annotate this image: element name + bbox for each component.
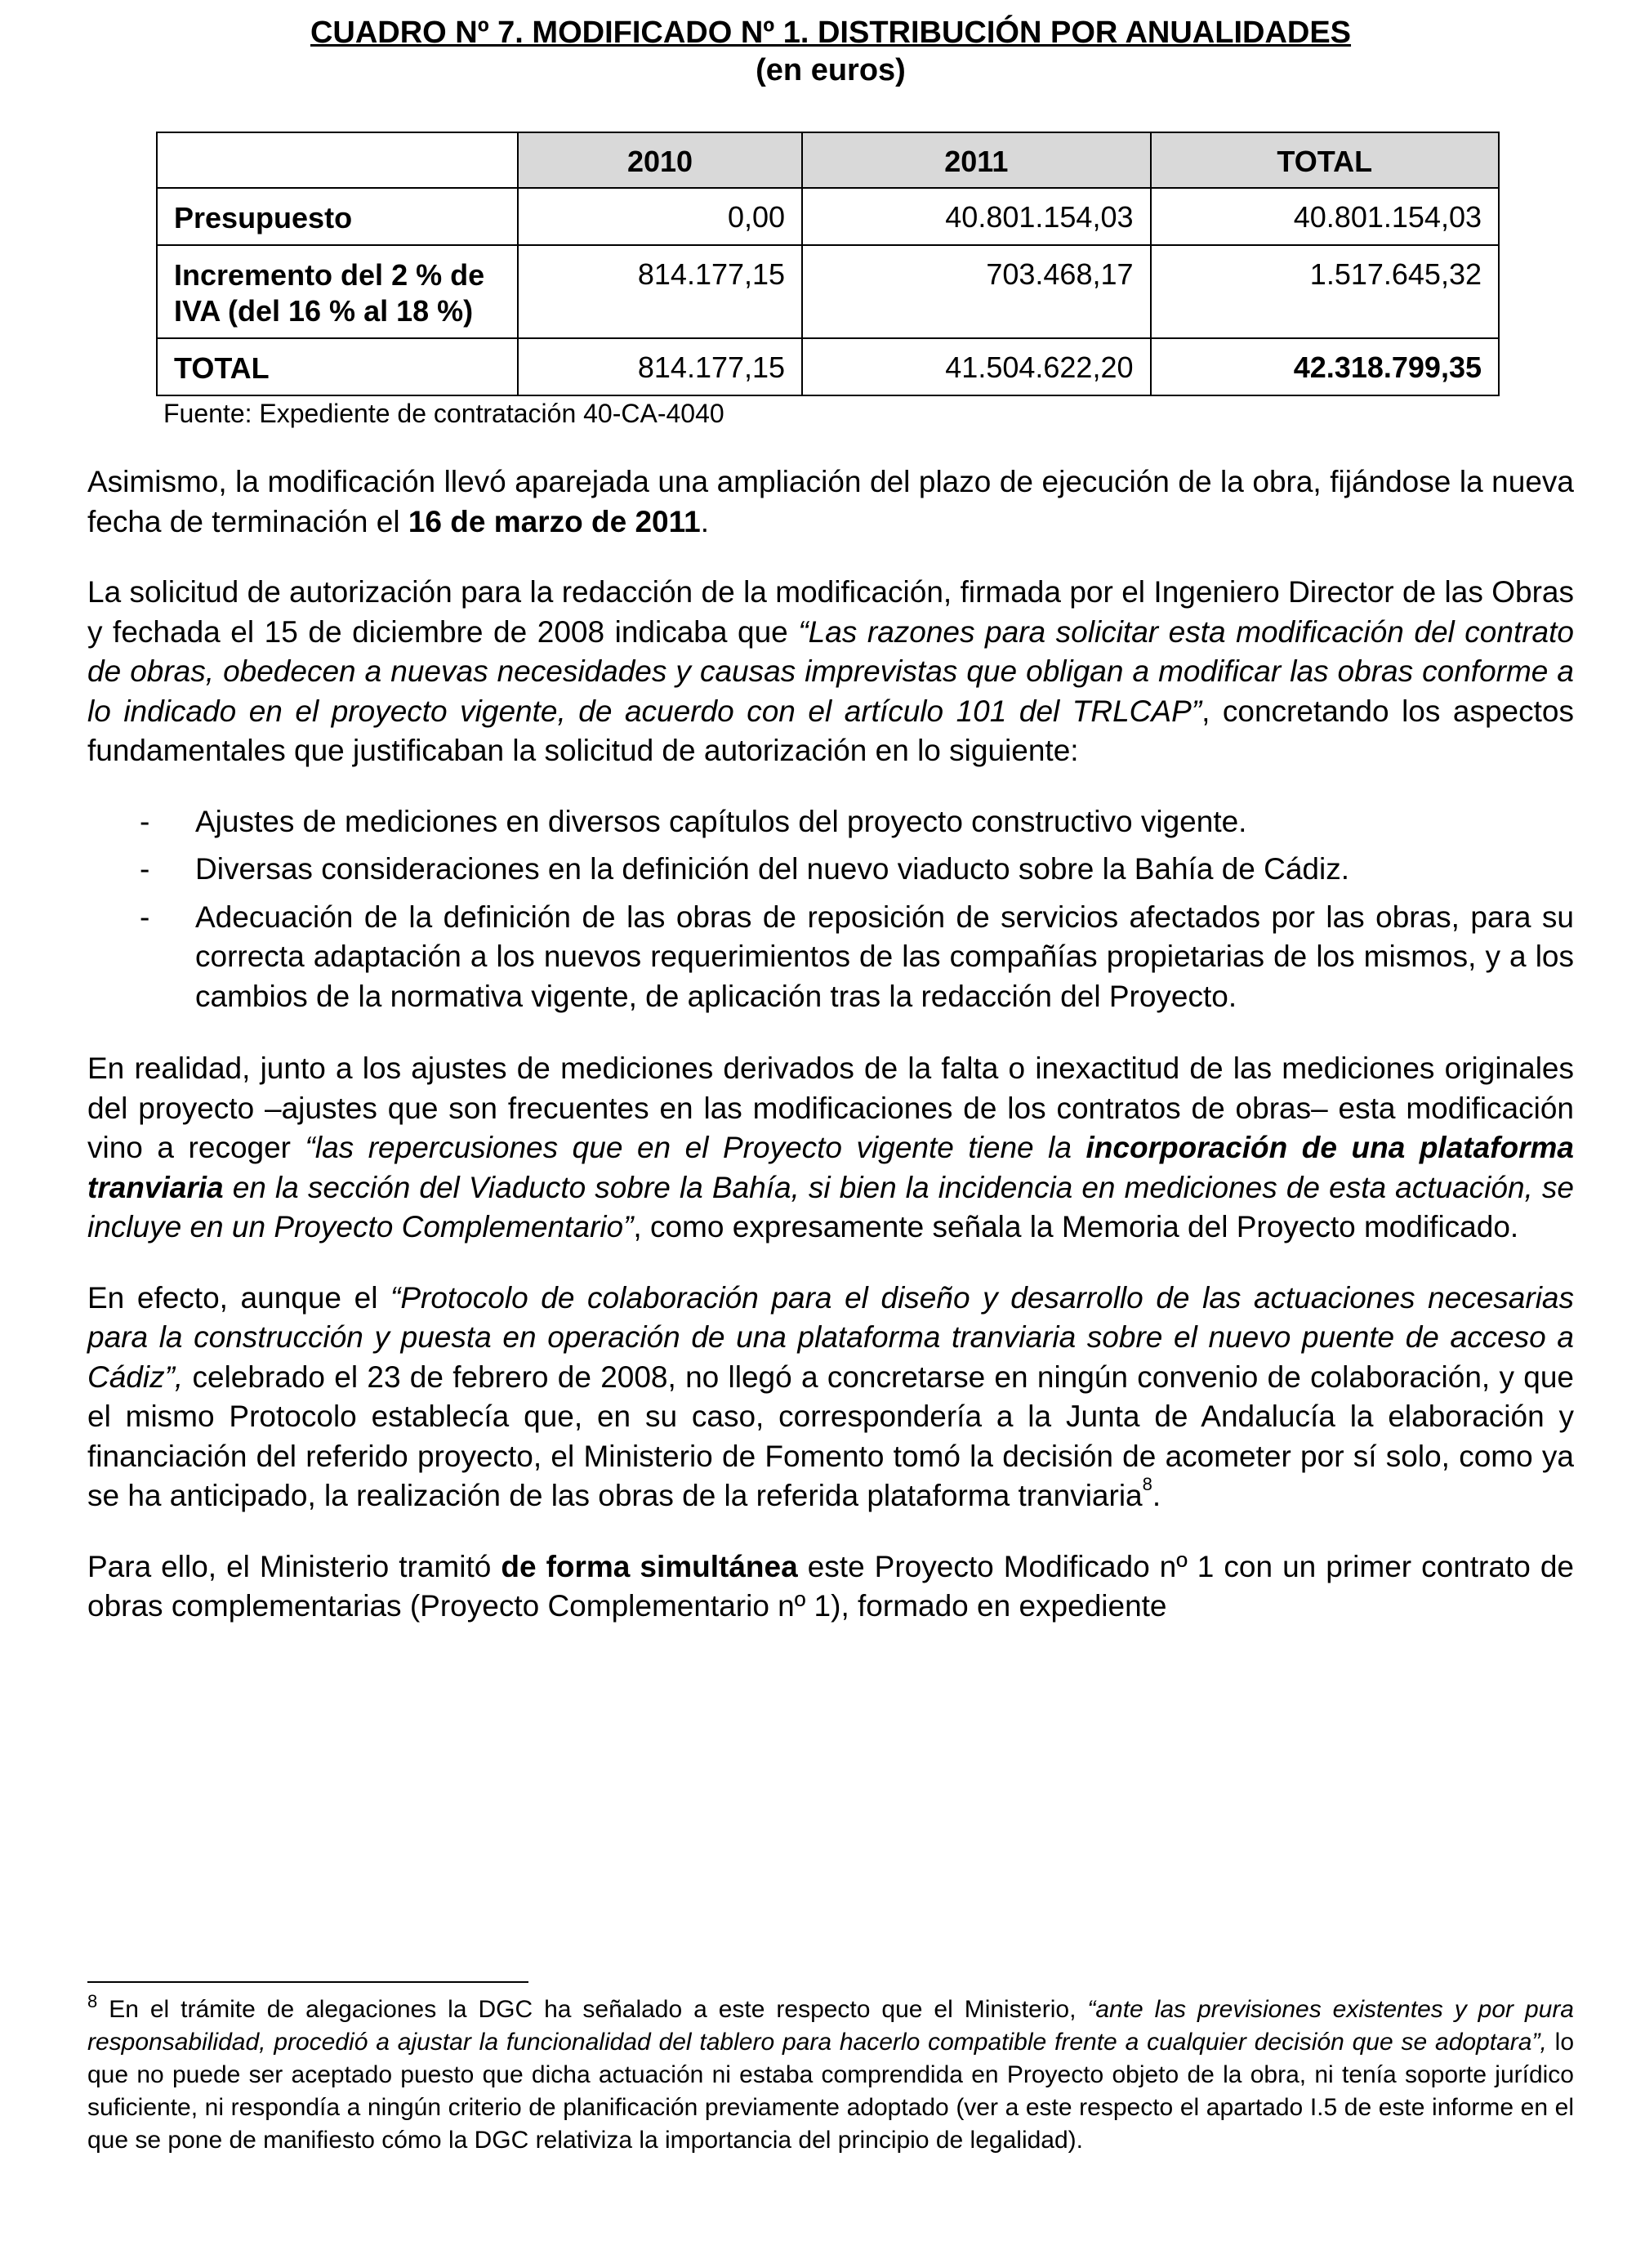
- quoted-text: “las repercusiones que en el Proyecto vigente tiene la: [305, 1131, 1086, 1164]
- text-run: , concretando los aspectos fundamentales que justificaban la solicitud de autorización en lo siguiente:: [87, 694, 1574, 767]
- list-item-text: Ajustes de mediciones en diversos capítulos del proyecto constructivo vigente.: [195, 804, 1247, 838]
- text-run: Para ello, el Ministerio tramitó: [87, 1549, 502, 1583]
- quoted-text: “Las razones para solicitar esta modificación del contrato de obras, obedecen a nuevas necesidades y causas imprevistas que obligan a modificar las obras conforme a lo indicado en el proyecto vigente, de acuerdo con el artículo 101 del TRLCAP”: [87, 614, 1574, 728]
- footnote-text: [87, 1993, 1574, 2157]
- document-page: [87, 0, 1575, 2154]
- header-2010: 2010: [518, 132, 802, 188]
- bold-quoted-text: incorporación de una plataforma tranviaria: [87, 1131, 1574, 1204]
- table-row: [157, 338, 1499, 395]
- caption-title: CUADRO Nº 7. MODIFICADO Nº 1. DISTRIBUCIÓN POR ANUALIDADES: [310, 16, 1352, 50]
- text-run: , como expresamente señala la Memoria del Proyecto modificado.: [633, 1210, 1519, 1243]
- body-text: [87, 462, 1574, 1627]
- quoted-text: “ante las previsiones existentes y por pura responsabilidad, procedió a ajustar la funcionalidad del tablero para hacerlo compatible frente a cualquier decisión que se adoptara”,: [87, 1996, 1574, 2056]
- list-item-text: Adecuación de la definición de las obras de reposición de servicios afectados por las obras, para su correcta adaptación a los nuevos requerimientos de las compañías propietarias de los mismos, y a los cambios de la normativa vigente, de aplicación tras la redacción del Proyecto.: [195, 900, 1574, 1013]
- row-label: [157, 245, 518, 338]
- dash-marker: -: [140, 852, 150, 886]
- header-blank-cell: [157, 132, 518, 188]
- footnote: [87, 1993, 1574, 2157]
- quoted-text: en la sección del Viaducto sobre la Bahía, si bien la incidencia en mediciones de esta actuación, se incluye en un Proyecto Complementario”: [87, 1170, 1574, 1243]
- table-caption: [87, 14, 1574, 89]
- list-item: [87, 802, 1574, 842]
- text-run: lo que no puede ser aceptado puesto que dicha actuación ni estaba comprendida en Proyecto objeto de la obra, ni tenía soporte jurídico suficiente, ni respondía a ningún criterio de planificación previamente adoptado (ver a este respecto el apartado I.5 de este informe en el que se pone de manifiesto cómo la DGC relativiza la importancia del principio de legalidad).: [87, 2029, 1575, 2154]
- paragraph: [87, 462, 1574, 542]
- paragraph: [87, 1279, 1574, 1516]
- table-header-row: [157, 132, 1499, 188]
- budget-table: [156, 132, 1500, 396]
- footnote-separator: [87, 1981, 528, 1983]
- header-total: TOTAL: [1151, 132, 1499, 188]
- table-row: [157, 245, 1499, 338]
- row-label: Presupuesto: [157, 188, 518, 245]
- cell-2010: 0,00: [518, 188, 802, 245]
- text-run: La solicitud de autorización para la redacción de la modificación, firmada por el Ingeniero Director de las Obras y fechada el 15 de diciembre de 2008 indicaba que: [87, 575, 1574, 649]
- paragraph: [87, 1547, 1574, 1627]
- text-run: Asimismo, la modificación llevó aparejada una ampliación del plazo de ejecución de la obra, fijándose la nueva fecha de terminación el: [87, 465, 1574, 538]
- cell-2010: 814.177,15: [518, 245, 802, 338]
- table-row: [157, 188, 1499, 245]
- paragraph: [87, 573, 1574, 771]
- row-label-line2: IVA (del 16 % al 18 %): [174, 294, 474, 328]
- footnote-number: 8: [87, 1991, 98, 2011]
- cell-total: 42.318.799,35: [1151, 338, 1499, 395]
- bold-date: 16 de marzo de 2011: [408, 504, 701, 538]
- cell-total: 1.517.645,32: [1151, 245, 1499, 338]
- text-run: celebrado el 23 de febrero de 2008, no llegó a concretarse en ningún convenio de colaboración, y que el mismo Protocolo establecía que, en su caso, correspondería a la Junta de Andalucía la elaboración y financiación del referido proyecto, el Ministerio de Fomento tomó la decisión de acometer por sí solo, como ya se ha anticipado, la realización de las obras de la referida plataforma tranviaria: [87, 1359, 1574, 1512]
- caption-units: (en euros): [756, 53, 906, 87]
- text-run: En el trámite de alegaciones la DGC ha señalado a este respecto que el Ministerio,: [97, 1996, 1088, 2023]
- dash-marker: -: [140, 900, 150, 934]
- row-label: TOTAL: [157, 338, 518, 395]
- text-run: .: [700, 504, 710, 538]
- header-2011: 2011: [802, 132, 1150, 188]
- paragraph: [87, 1049, 1574, 1248]
- table-source: Fuente: Expediente de contratación 40-CA-4040: [163, 399, 724, 428]
- bold-text: de forma simultánea: [501, 1549, 798, 1583]
- text-run: este Proyecto Modificado nº 1 con un primer contrato de obras complementarias (Proyecto Complementario nº 1), formado en expediente: [87, 1549, 1574, 1623]
- text-run: En realidad, junto a los ajustes de mediciones derivados de la falta o inexactitud de las mediciones originales del proyecto –ajustes que son frecuentes en las modificaciones de los contratos de obras– esta modificación vino a recoger: [87, 1051, 1574, 1164]
- quoted-text: “Protocolo de colaboración para el diseño y desarrollo de las actuaciones necesarias para la construcción y puesta en operación de una plataforma tranviaria sobre el nuevo puente de acceso a Cádiz”,: [87, 1280, 1575, 1394]
- list-item: [87, 898, 1574, 1017]
- text-run: .: [1152, 1479, 1161, 1512]
- footnote-ref[interactable]: 8: [1142, 1474, 1152, 1494]
- bullet-list: [87, 802, 1574, 1017]
- cell-2011: 41.504.622,20: [802, 338, 1150, 395]
- text-run: En efecto, aunque el: [87, 1280, 391, 1315]
- list-item-text: Diversas consideraciones en la definición del nuevo viaducto sobre la Bahía de Cádiz.: [195, 852, 1350, 886]
- row-label-line1: Incremento del 2 % de: [174, 258, 485, 292]
- cell-2011: 703.468,17: [802, 245, 1150, 338]
- cell-2011: 40.801.154,03: [802, 188, 1150, 245]
- dash-marker: -: [140, 804, 150, 838]
- list-item: [87, 850, 1574, 890]
- cell-total: 40.801.154,03: [1151, 188, 1499, 245]
- cell-2010: 814.177,15: [518, 338, 802, 395]
